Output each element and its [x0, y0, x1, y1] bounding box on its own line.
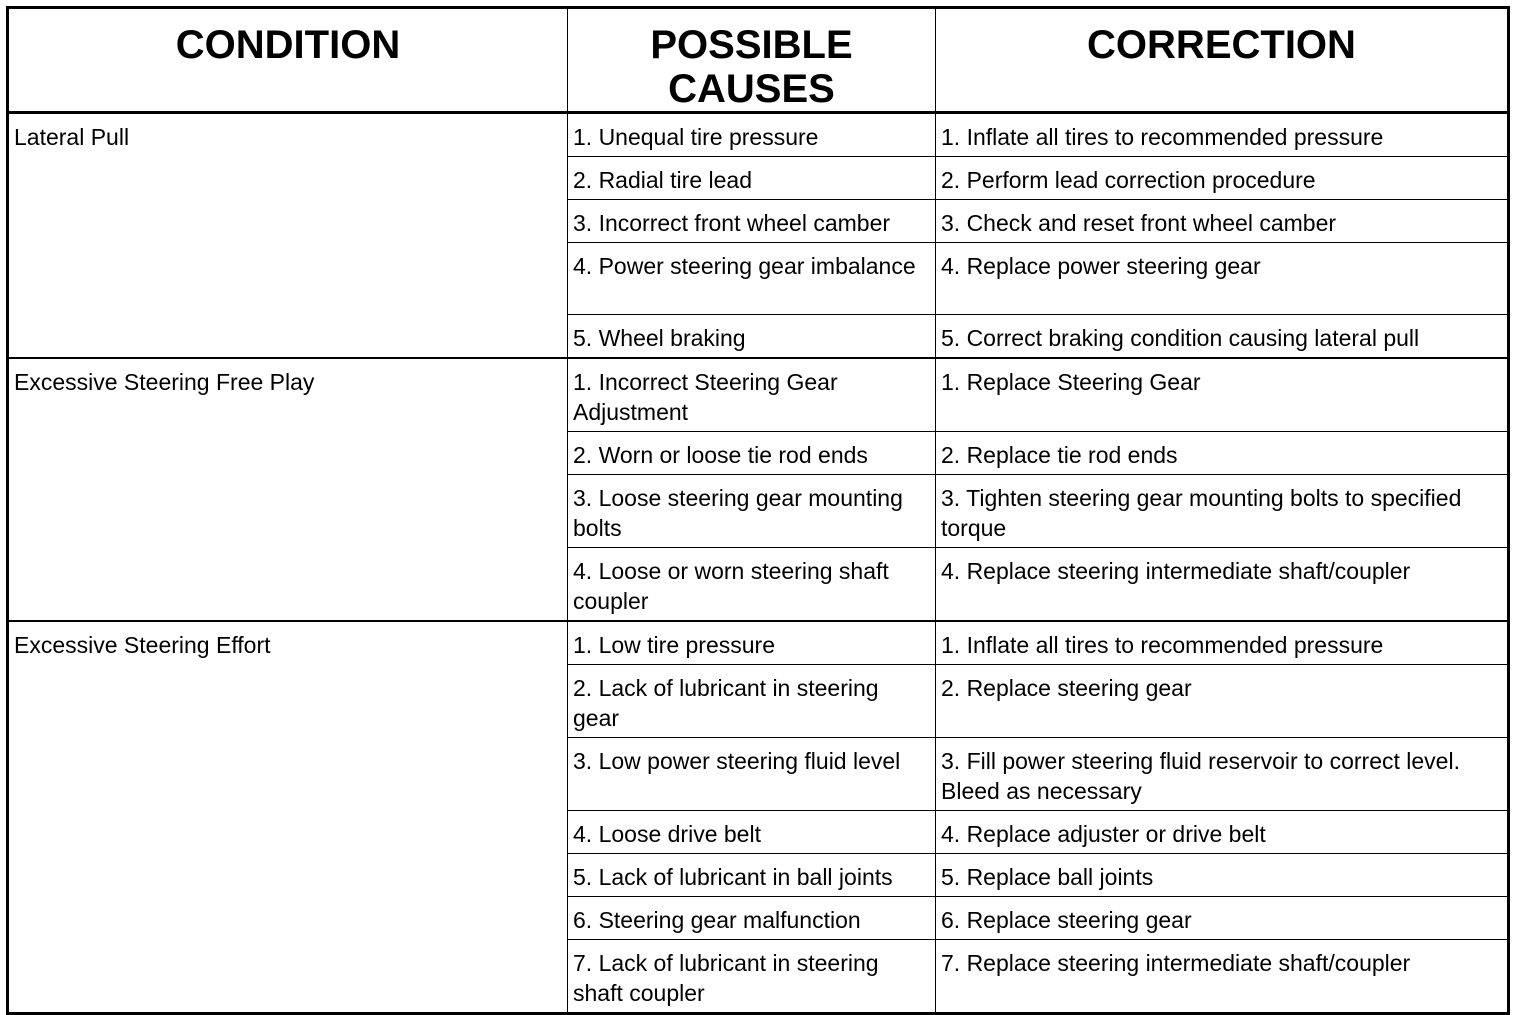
correction-cell: 2. Replace tie rod ends [936, 432, 1509, 475]
condition-cell: Excessive Steering Free Play [8, 358, 568, 621]
cause-cell: 3. Incorrect front wheel camber [568, 200, 936, 243]
correction-cell: 1. Inflate all tires to recommended pressure [936, 113, 1509, 157]
correction-cell: 3. Check and reset front wheel camber [936, 200, 1509, 243]
cause-cell: 2. Worn or loose tie rod ends [568, 432, 936, 475]
header-condition: CONDITION [8, 8, 568, 113]
cause-cell: 3. Loose steering gear mounting bolts [568, 475, 936, 548]
correction-cell: 1. Inflate all tires to recommended pressure [936, 621, 1509, 665]
cause-cell: 2. Radial tire lead [568, 157, 936, 200]
cause-cell: 6. Steering gear malfunction [568, 897, 936, 940]
correction-cell: 1. Replace Steering Gear [936, 358, 1509, 432]
cause-cell: 3. Low power steering fluid level [568, 738, 936, 811]
header-correction: CORRECTION [936, 8, 1509, 113]
correction-cell: 2. Perform lead correction procedure [936, 157, 1509, 200]
correction-cell: 3. Tighten steering gear mounting bolts to specified torque [936, 475, 1509, 548]
cause-cell: 1. Low tire pressure [568, 621, 936, 665]
cause-cell: 7. Lack of lubricant in steering shaft coupler [568, 940, 936, 1014]
correction-cell: 3. Fill power steering fluid reservoir to correct level. Bleed as necessary [936, 738, 1509, 811]
table-row [8, 358, 1509, 432]
cause-cell: 4. Loose drive belt [568, 811, 936, 854]
correction-cell: 6. Replace steering gear [936, 897, 1509, 940]
header-possible-causes: POSSIBLE CAUSES [568, 8, 936, 113]
correction-cell: 5. Correct braking condition causing lateral pull [936, 315, 1509, 359]
diagnosis-table [6, 6, 1510, 1015]
correction-cell: 2. Replace steering gear [936, 665, 1509, 738]
cause-cell: 4. Power steering gear imbalance [568, 243, 936, 315]
correction-cell: 7. Replace steering intermediate shaft/coupler [936, 940, 1509, 1014]
cause-cell: 1. Incorrect Steering Gear Adjustment [568, 358, 936, 432]
table-row [8, 113, 1509, 157]
cause-cell: 2. Lack of lubricant in steering gear [568, 665, 936, 738]
cause-cell: 5. Wheel braking [568, 315, 936, 359]
cause-cell: 1. Unequal tire pressure [568, 113, 936, 157]
condition-cell: Excessive Steering Effort [8, 621, 568, 1014]
correction-cell: 4. Replace power steering gear [936, 243, 1509, 315]
table-row [8, 621, 1509, 665]
correction-cell: 4. Replace adjuster or drive belt [936, 811, 1509, 854]
correction-cell: 4. Replace steering intermediate shaft/coupler [936, 548, 1509, 622]
header-row [8, 8, 1509, 113]
condition-cell: Lateral Pull [8, 113, 568, 359]
correction-cell: 5. Replace ball joints [936, 854, 1509, 897]
cause-cell: 5. Lack of lubricant in ball joints [568, 854, 936, 897]
cause-cell: 4. Loose or worn steering shaft coupler [568, 548, 936, 622]
